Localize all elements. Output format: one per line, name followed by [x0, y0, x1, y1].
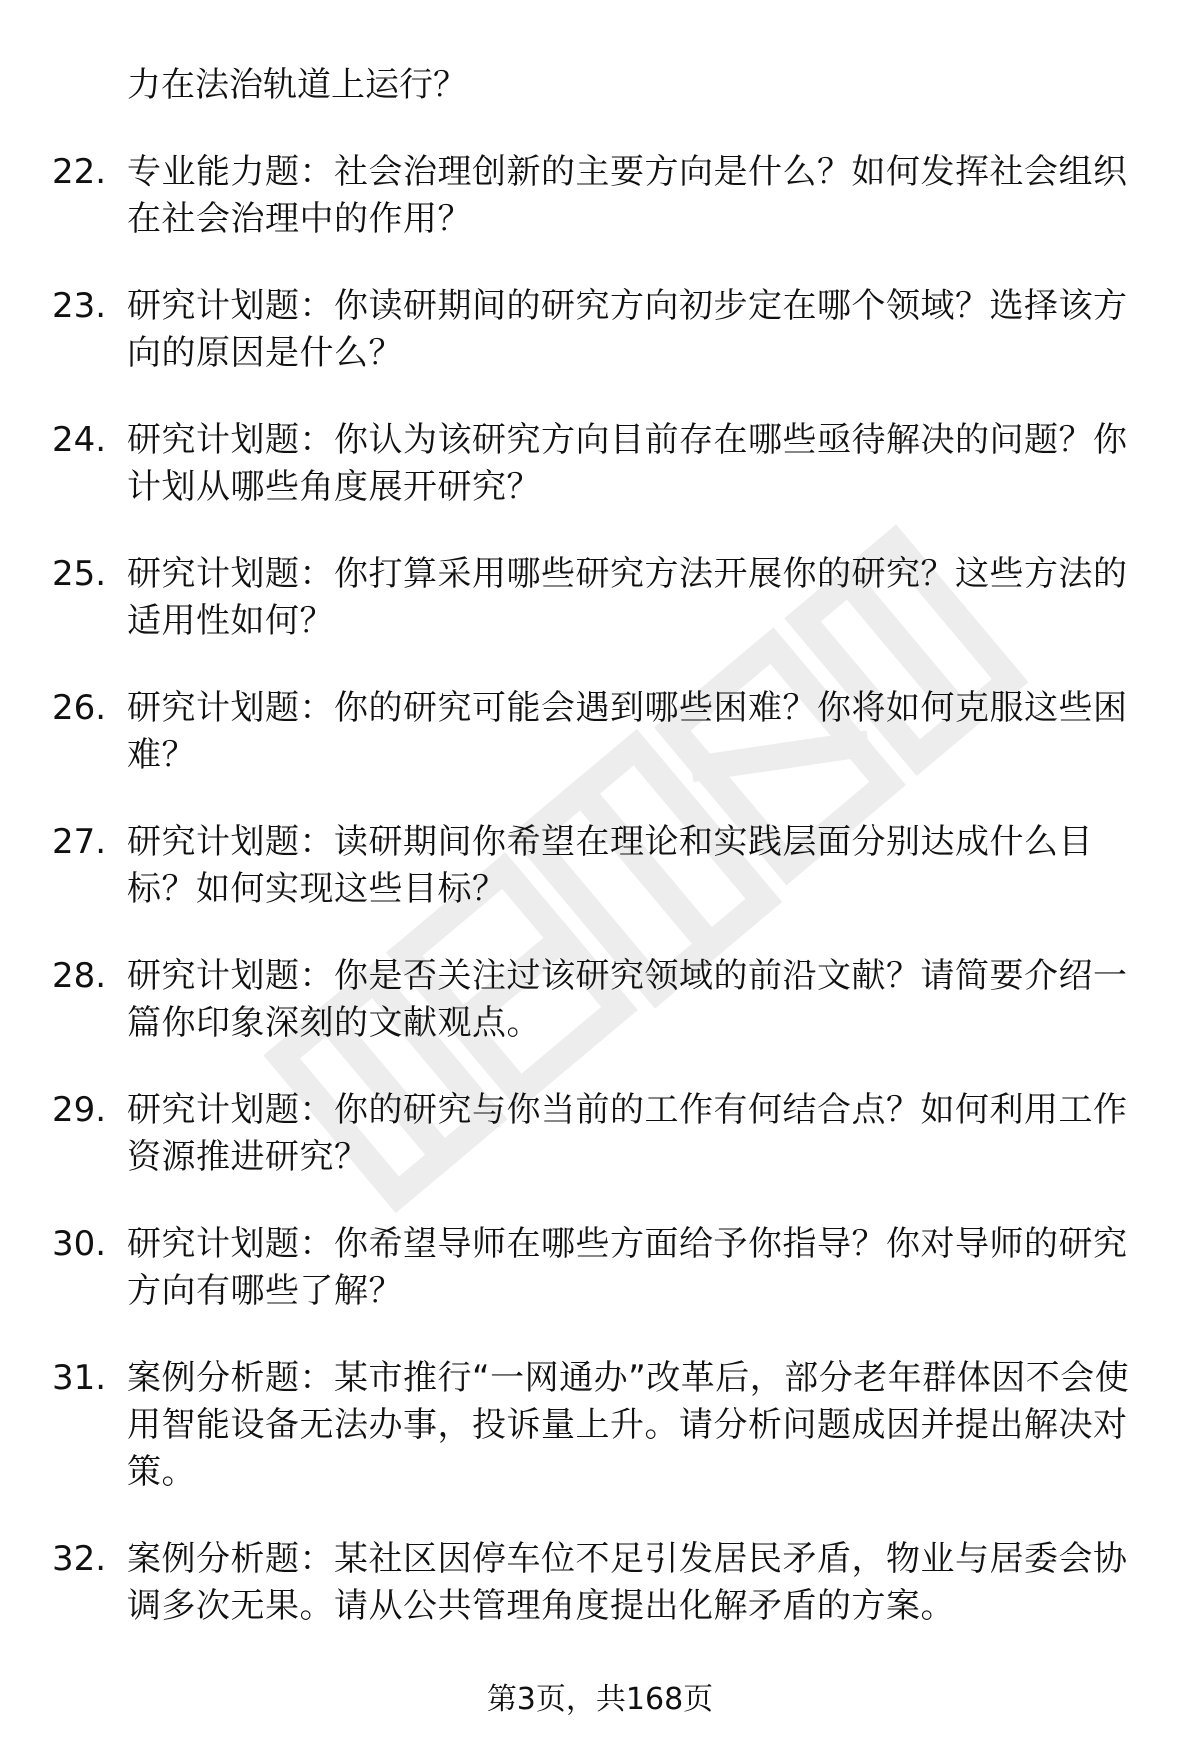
question-text: 研究计划题：你打算采用哪些研究方法开展你的研究？这些方法的适用性如何？: [127, 554, 1128, 641]
question-item: [52, 149, 1137, 243]
question-number: 32.: [52, 1539, 107, 1579]
question-text: 研究计划题：你认为该研究方向目前存在哪些亟待解决的问题？你计划从哪些角度展开研究？: [127, 420, 1128, 507]
question-number: 23.: [52, 286, 107, 326]
question-text: 专业能力题：社会治理创新的主要方向是什么？如何发挥社会组织在社会治理中的作用？: [127, 152, 1128, 239]
page-number-footer: 第3页，共168页: [486, 1682, 714, 1717]
question-item: [52, 819, 1137, 913]
question-number: 29.: [52, 1090, 107, 1130]
continuation-text: 力在法治轨道上运行？: [127, 65, 467, 105]
question-text: 研究计划题：你读研期间的研究方向初步定在哪个领域？选择该方向的原因是什么？: [127, 286, 1128, 373]
question-number: 25.: [52, 554, 107, 594]
question-text: 案例分析题：某市推行“一网通办”改革后，部分老年群体因不会使用智能设备无法办事，投诉量上升。请分析问题成因并提出解决对策。: [127, 1358, 1130, 1492]
question-number: 31.: [52, 1358, 107, 1398]
question-text: 研究计划题：你希望导师在哪些方面给予你指导？你对导师的研究方向有哪些了解？: [127, 1224, 1128, 1311]
question-item: [52, 1221, 1137, 1315]
question-item: [52, 685, 1137, 779]
question-text: 研究计划题：你的研究可能会遇到哪些困难？你将如何克服这些困难？: [127, 688, 1128, 775]
question-item: [52, 953, 1137, 1047]
question-item: [52, 1355, 1137, 1496]
question-item: [52, 417, 1137, 511]
question-item: [52, 1087, 1137, 1181]
question-number: 26.: [52, 688, 107, 728]
question-number: 22.: [52, 152, 107, 192]
question-number: 30.: [52, 1224, 107, 1264]
question-item: [52, 551, 1137, 645]
question-text: 研究计划题：你是否关注过该研究领域的前沿文献？请简要介绍一篇你印象深刻的文献观点。: [127, 956, 1128, 1043]
question-number: 27.: [52, 822, 107, 862]
question-text: 案例分析题：某社区因停车位不足引发居民矛盾，物业与居委会协调多次无果。请从公共管理角度提出化解矛盾的方案。: [127, 1539, 1128, 1626]
question-item: [52, 283, 1137, 377]
question-number: 28.: [52, 956, 107, 996]
question-number: 24.: [52, 420, 107, 460]
question-text: 研究计划题：你的研究与你当前的工作有何结合点？如何利用工作资源推进研究？: [127, 1090, 1128, 1177]
question-item: [52, 1536, 1137, 1630]
question-text: 研究计划题：读研期间你希望在理论和实践层面分别达成什么目标？如何实现这些目标？: [127, 822, 1093, 909]
